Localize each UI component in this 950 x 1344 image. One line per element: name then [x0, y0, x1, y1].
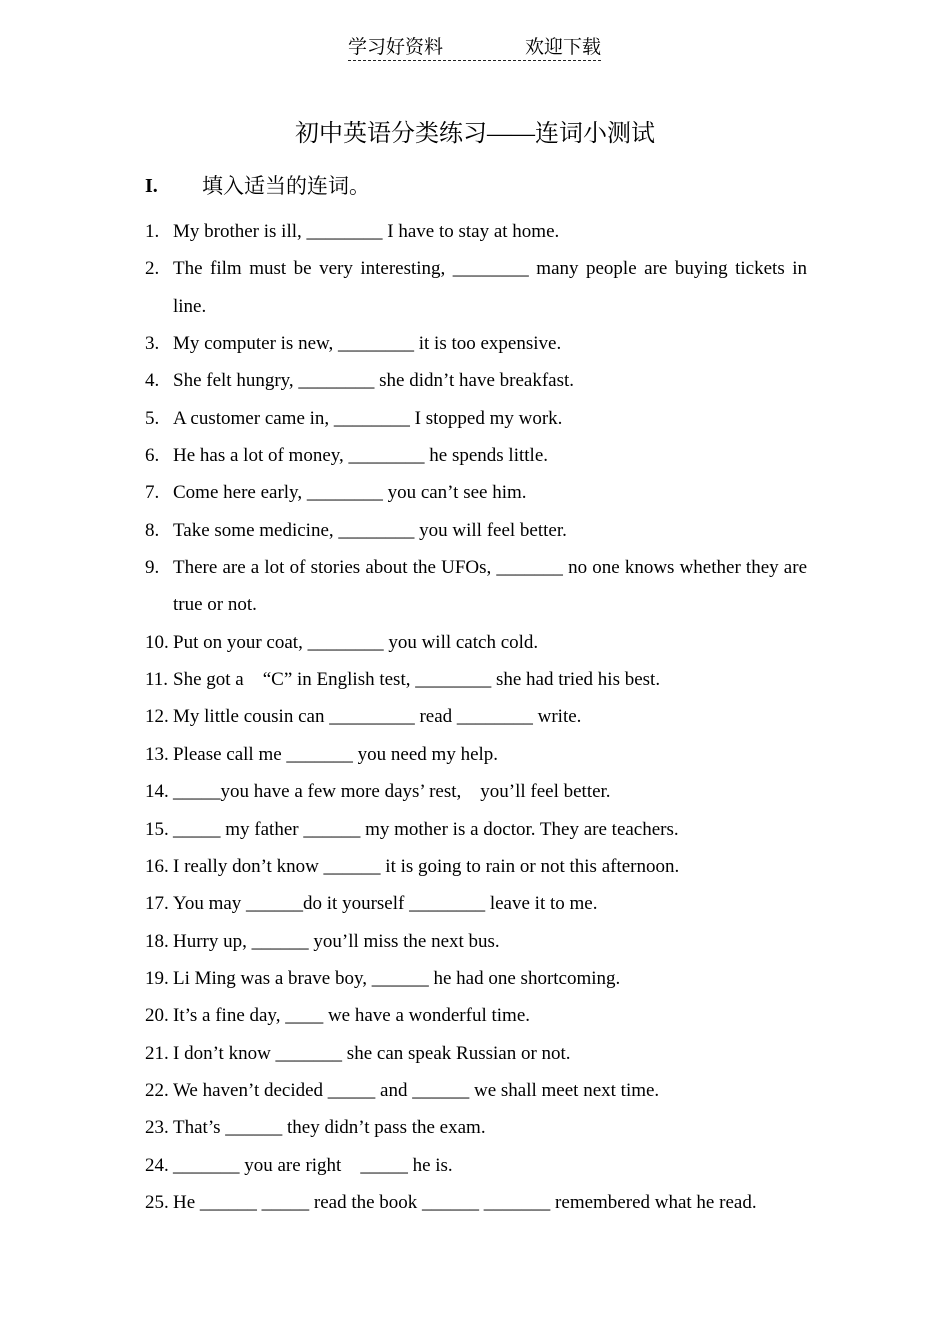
question-text: Li Ming was a brave boy, ______ he had one shortcoming.	[173, 967, 621, 989]
question-text: I really don’t know ______ it is going to rain or not this afternoon.	[173, 855, 680, 877]
question-text: Take some medicine, ________ you will feel better.	[173, 519, 567, 541]
question-number: 19.	[145, 967, 169, 989]
question-number: 11.	[145, 669, 169, 691]
question-item	[145, 773, 807, 810]
question-number: 22.	[145, 1079, 169, 1101]
question-item	[145, 512, 807, 549]
question-item	[145, 1109, 807, 1146]
question-number: 17.	[145, 893, 169, 915]
question-number: 1.	[145, 221, 160, 242]
document-title: 初中英语分类练习——连词小测试	[295, 121, 655, 147]
question-item	[145, 960, 807, 997]
question-number: 14.	[145, 781, 169, 803]
question-item	[145, 1147, 807, 1184]
question-text: Put on your coat, ________ you will catch cold.	[173, 631, 539, 653]
question-number: 4.	[145, 370, 160, 392]
question-number: 8.	[145, 519, 160, 541]
question-item	[145, 848, 807, 885]
question-item	[145, 549, 812, 624]
question-number: 15.	[145, 818, 169, 840]
question-text: There are a lot of stories about the UFOs, _______ no one knows whether they are true or not.	[173, 557, 812, 616]
question-number: 2.	[145, 258, 160, 280]
question-item	[145, 624, 807, 661]
question-number: 20.	[145, 1005, 169, 1027]
question-text: It’s a fine day, ____ we have a wonderful time.	[173, 1005, 531, 1027]
question-text: Hurry up, ______ you’ll miss the next bus.	[173, 930, 500, 952]
question-text: You may ______do it yourself ________ leave it to me.	[173, 893, 598, 915]
page-header	[348, 37, 601, 61]
header-left-text: 学习好资料	[348, 37, 444, 58]
question-item	[145, 213, 807, 250]
question-text: I don’t know _______ she can speak Russian or not.	[173, 1042, 571, 1064]
question-number: 9.	[145, 557, 160, 579]
question-text: He ______ _____ read the book ______ _______ remembered what he read.	[173, 1191, 757, 1213]
question-text: Please call me _______ you need my help.	[173, 743, 499, 765]
question-text: My little cousin can _________ read ________ write.	[173, 706, 582, 728]
header-right-text: 欢迎下载	[524, 37, 601, 58]
question-number: 24.	[145, 1154, 169, 1176]
question-number: 3.	[145, 333, 160, 355]
question-item	[145, 474, 807, 511]
question-number: 10.	[145, 631, 169, 653]
question-item	[145, 400, 807, 437]
question-item	[145, 736, 807, 773]
question-item	[145, 1184, 807, 1221]
question-item	[145, 698, 807, 735]
question-text: That’s ______ they didn’t pass the exam.	[173, 1117, 486, 1139]
question-text: Come here early, ________ you can’t see him.	[173, 482, 527, 504]
question-item	[145, 437, 807, 474]
question-text: _____you have a few more days’ rest, you’ll feel better.	[173, 781, 611, 803]
question-item	[145, 362, 807, 399]
question-text: A customer came in, ________ I stopped my work.	[173, 407, 563, 429]
question-text: He has a lot of money, ________ he spends little.	[173, 445, 549, 467]
question-number: 18.	[145, 930, 169, 952]
question-text: She got a “C” in English test, ________ she had tried his best.	[173, 669, 661, 691]
question-text: _____ my father ______ my mother is a doctor. They are teachers.	[173, 818, 679, 840]
question-number: 12.	[145, 706, 169, 728]
question-number: 6.	[145, 445, 160, 467]
question-number: 23.	[145, 1117, 169, 1139]
question-item	[145, 325, 807, 362]
question-number: 5.	[145, 407, 160, 429]
question-item	[145, 997, 807, 1034]
question-text: _______ you are right _____ he is.	[173, 1154, 453, 1176]
question-number: 7.	[145, 482, 160, 504]
question-item	[145, 1072, 807, 1109]
question-item	[145, 661, 807, 698]
question-list	[145, 213, 812, 1221]
question-number: 25.	[145, 1191, 169, 1213]
question-text: My computer is new, ________ it is too expensive.	[173, 333, 562, 355]
question-item	[145, 811, 807, 848]
question-text: We haven’t decided _____ and ______ we shall meet next time.	[173, 1079, 660, 1101]
question-text: She felt hungry, ________ she didn’t have breakfast.	[173, 370, 575, 392]
question-number: 21.	[145, 1042, 169, 1064]
question-text: The film must be very interesting, ________ many people are buying tickets in line.	[173, 258, 812, 317]
section-instruction: 填入适当的连词。	[202, 174, 370, 198]
section-heading	[145, 171, 545, 201]
question-item	[145, 885, 807, 922]
section-number: I.	[145, 175, 158, 197]
question-item	[145, 1035, 807, 1072]
question-number: 13.	[145, 743, 169, 765]
question-number: 16.	[145, 855, 169, 877]
question-item	[145, 923, 807, 960]
question-text: My brother is ill, ________ I have to stay at home.	[173, 221, 560, 242]
question-item	[145, 250, 812, 325]
